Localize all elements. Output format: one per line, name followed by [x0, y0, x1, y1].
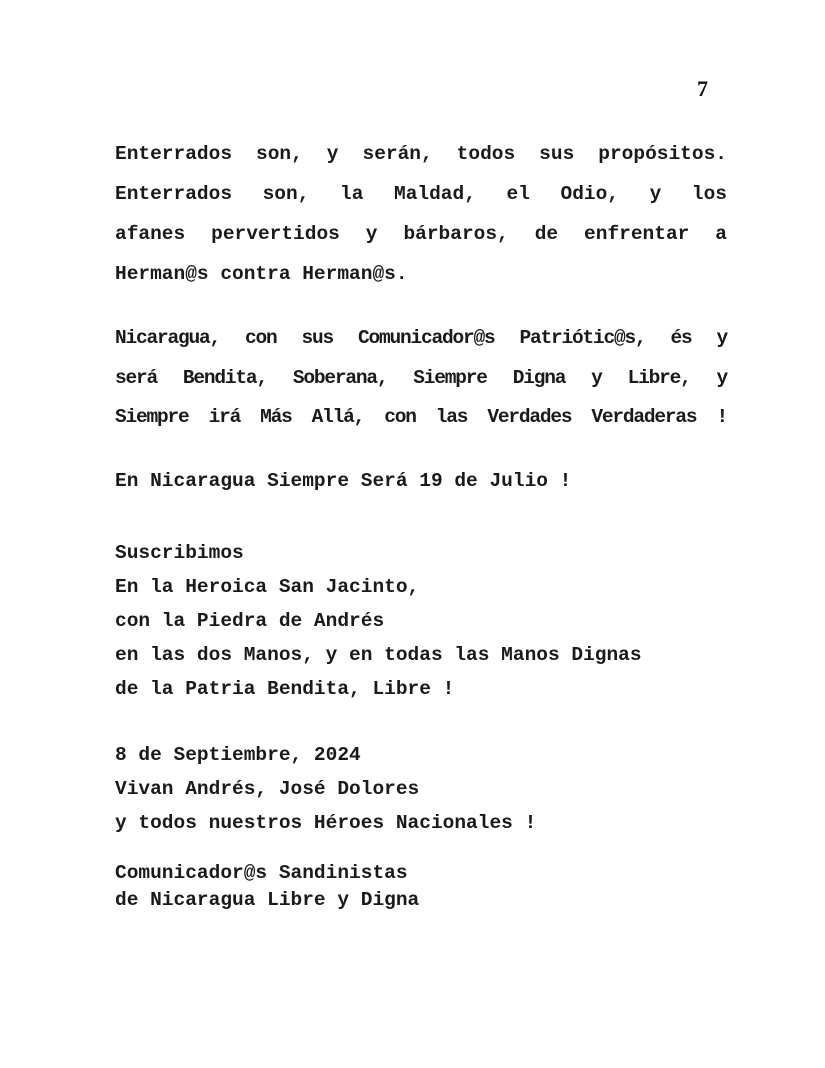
subscription-line: con la Piedra de Andrés [115, 610, 385, 632]
subscription-line: Suscribimos [115, 542, 244, 564]
closing-line: Vivan Andrés, José Dolores [115, 778, 420, 800]
signature-line: de Nicaragua Libre y Digna [115, 889, 420, 911]
paragraph-line: Enterrados son, y serán, todos sus propósitos. [115, 143, 727, 165]
signature-line: Comunicador@s Sandinistas [115, 862, 408, 884]
paragraph-line: afanes pervertidos y bárbaros, de enfrentar a [115, 223, 727, 245]
paragraph-line: Enterrados son, la Maldad, el Odio, y los [115, 183, 727, 205]
paragraph-line: Nicaragua, con sus Comunicador@s Patriótic@s, és y [115, 327, 727, 349]
paragraph-line: Siempre irá Más Allá, con las Verdades Verdaderas ! [115, 406, 727, 428]
subscription-line: en las dos Manos, y en todas las Manos Dignas [115, 644, 642, 666]
page-number: 7 [697, 76, 708, 101]
subscription-line: En la Heroica San Jacinto, [115, 576, 420, 598]
subscription-line: de la Patria Bendita, Libre ! [115, 678, 455, 700]
paragraph-line: Herman@s contra Herman@s. [115, 263, 408, 285]
paragraph-line: será Bendita, Soberana, Siempre Digna y Libre, y [115, 367, 727, 389]
slogan: En Nicaragua Siempre Será 19 de Julio ! [115, 470, 572, 492]
date: 8 de Septiembre, 2024 [115, 744, 361, 766]
closing-line: y todos nuestros Héroes Nacionales ! [115, 812, 537, 834]
